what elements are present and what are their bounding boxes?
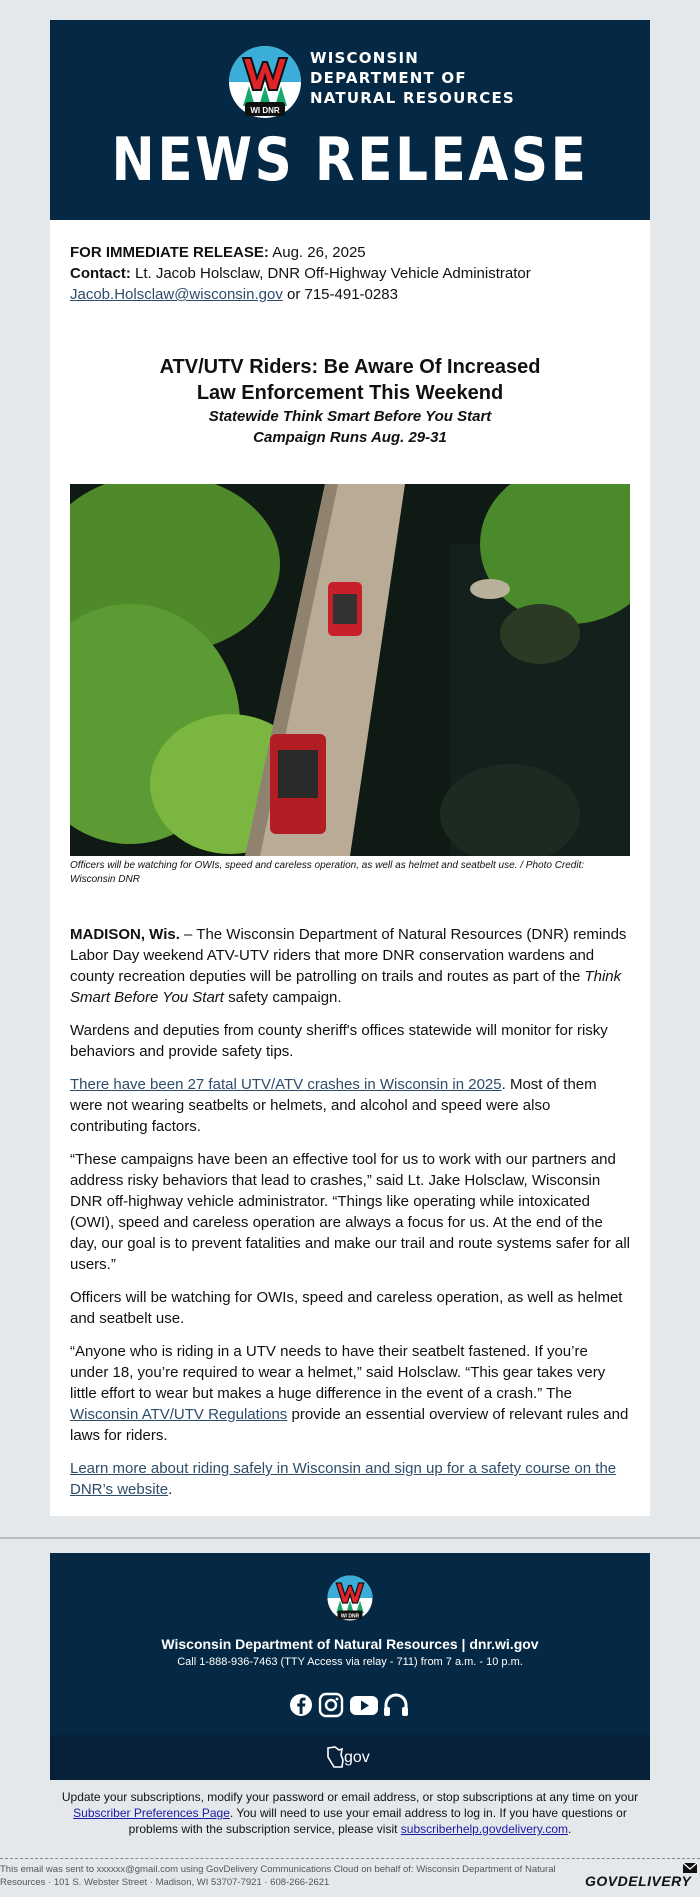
- wisconsin-gov-strip: [50, 1735, 650, 1780]
- legal-divider: [0, 1858, 700, 1859]
- legal-line-1: This email was sent to xxxxxx@gmail.com using GovDelivery Communications Cloud on behalf of: Wisconsin Department of Natural: [0, 1864, 556, 1875]
- social-icons: [290, 1691, 410, 1719]
- contact-details: [70, 284, 531, 305]
- news-release-headline: NEWS RELEASE: [111, 125, 589, 195]
- footer-logo-icon: [325, 1573, 375, 1623]
- email-card: [50, 20, 650, 1516]
- header-banner: [50, 20, 650, 220]
- subscribe-text-2: . You will need to use your email address to log in. If you have questions or problems with the subscription service, please visit: [128, 1806, 627, 1836]
- wi-dnr-logo-icon: [225, 42, 305, 122]
- govdelivery-logo[interactable]: GOVDELIVERY: [585, 1873, 692, 1889]
- release-date: Aug. 26, 2025: [272, 244, 366, 261]
- regulations-link[interactable]: Wisconsin ATV/UTV Regulations: [70, 1406, 288, 1423]
- bridge-atv-photo: [70, 484, 630, 856]
- campaign-name: Think Smart Before You Start: [70, 968, 622, 1006]
- paragraph-2: Wardens and deputies from county sheriff's offices statewide will monitor for risky behaviors and provide safety tips.: [70, 1022, 608, 1060]
- envelope-icon: [682, 1862, 698, 1874]
- contact-phone: 715-491-0283: [304, 286, 398, 303]
- paragraph-7-end: .: [168, 1481, 173, 1498]
- paragraph-5: Officers will be watching for OWIs, speed and careless operation, as well as helmet and seatbelt use.: [70, 1289, 623, 1327]
- org-line-1: WISCONSIN: [310, 49, 419, 67]
- paragraph-6: [70, 1341, 630, 1446]
- paragraph-4: “These campaigns have been an effective tool for us to work with our partners and address risky behaviors that lead to crashes,” said Lt. Jake Holsclaw, Wisconsin DNR off-highway vehicle administrator. “Things like operating while intoxicated (OWI), speed and careless operation are always a focus for us. At the end of the day, our goal is to prevent fatalities and make our trail and route systems safer for all users.”: [70, 1151, 630, 1273]
- paragraph-1-end: safety campaign.: [223, 989, 342, 1006]
- subscriber-preferences-link[interactable]: Subscriber Preferences Page: [73, 1806, 230, 1820]
- wi-dnr-logo: [225, 42, 305, 127]
- fatal-crashes-link[interactable]: There have been 27 fatal UTV/ATV crashes in Wisconsin in 2025: [70, 1076, 502, 1093]
- release-line: [70, 242, 531, 263]
- photo-caption: Officers will be watching for OWIs, speed and careless operation, as well as helmet and seatbelt use. / Photo Credit: Wisconsin DNR: [70, 860, 585, 885]
- facebook-icon[interactable]: [290, 1694, 312, 1716]
- legal-notice: [0, 1863, 560, 1889]
- podcast-headphones-icon[interactable]: [384, 1695, 408, 1716]
- instagram-icon[interactable]: [320, 1694, 342, 1716]
- article-subtitle-line-2: Campaign Runs Aug. 29-31: [253, 429, 447, 446]
- contact-line: [70, 263, 531, 284]
- subscription-notice: [50, 1789, 650, 1837]
- org-line-3: NATURAL RESOURCES: [310, 89, 515, 107]
- contact-label: Contact:: [70, 265, 131, 282]
- paragraph-6-text: “Anyone who is riding in a UTV needs to have their seatbelt fastened. If you’re under 18, you’re required to wear a helmet,” said Holsclaw. “This gear takes very little effort to wear but makes a huge difference in the event of a crash.” The: [70, 1343, 606, 1402]
- article-subtitle-line-1: Statewide Think Smart Before You Start: [208, 408, 492, 425]
- release-label: FOR IMMEDIATE RELEASE:: [70, 244, 269, 261]
- wisconsin-state-icon: [326, 1745, 344, 1769]
- section-divider: [0, 1537, 700, 1539]
- org-line-2: DEPARTMENT OF: [310, 69, 467, 87]
- legal-line-2: Resources · 101 S. Webster Street · Madison, WI 53707-7921 · 608-266-2621: [0, 1877, 330, 1888]
- paragraph-1: [70, 924, 630, 1008]
- footer-banner: [50, 1553, 650, 1780]
- article-title-line-1: ATV/UTV Riders: Be Aware Of Increased: [159, 356, 541, 378]
- paragraph-6-end: provide an essential overview of relevant rules and laws for riders.: [70, 1406, 629, 1444]
- release-meta: [70, 242, 531, 305]
- contact-or: or: [286, 286, 301, 303]
- logo-caption: WI DNR: [250, 106, 280, 115]
- contact-name: Lt. Jacob Holsclaw, DNR Off-Highway Vehicle Administrator: [135, 265, 531, 282]
- org-name: [310, 48, 515, 108]
- footer-org-name: Wisconsin Department of Natural Resources | dnr.wi.gov: [161, 1636, 539, 1652]
- footer-logo-caption: WI DNR: [340, 1613, 360, 1620]
- footer-call-line: Call 1-888-936-7463 (TTY Access via relay - 711) from 7 a.m. - 10 p.m.: [177, 1656, 523, 1668]
- youtube-icon[interactable]: [350, 1696, 378, 1715]
- subscribe-text-1: Update your subscriptions, modify your password or email address, or stop subscriptions at any time on your: [61, 1790, 639, 1804]
- paragraph-3: [70, 1074, 630, 1137]
- contact-email-link[interactable]: Jacob.Holsclaw@wisconsin.gov: [70, 286, 283, 303]
- learn-more-link[interactable]: Learn more about riding safely in Wisconsin and sign up for a safety course on the DNR’s website: [70, 1460, 617, 1498]
- subscriber-help-link[interactable]: subscriberhelp.govdelivery.com: [400, 1822, 568, 1836]
- article-title-line-2: Law Enforcement This Weekend: [196, 382, 504, 404]
- article-body: [70, 924, 630, 1512]
- gov-text: gov: [344, 1749, 370, 1766]
- article-photo: [70, 484, 630, 856]
- paragraph-7: [70, 1458, 630, 1500]
- dateline: MADISON, Wis.: [70, 926, 180, 943]
- paragraph-1-text: – The Wisconsin Department of Natural Resources (DNR) reminds Labor Day weekend ATV-UTV riders that more DNR conservation wardens and county recreation deputies will be patrolling on trails and routes as part of the: [70, 926, 627, 985]
- article-title-block: [70, 354, 630, 448]
- subscribe-text-3: .: [567, 1822, 572, 1836]
- paragraph-3-text: . Most of them were not wearing seatbelts or helmets, and alcohol and speed were also contributing factors.: [70, 1076, 597, 1135]
